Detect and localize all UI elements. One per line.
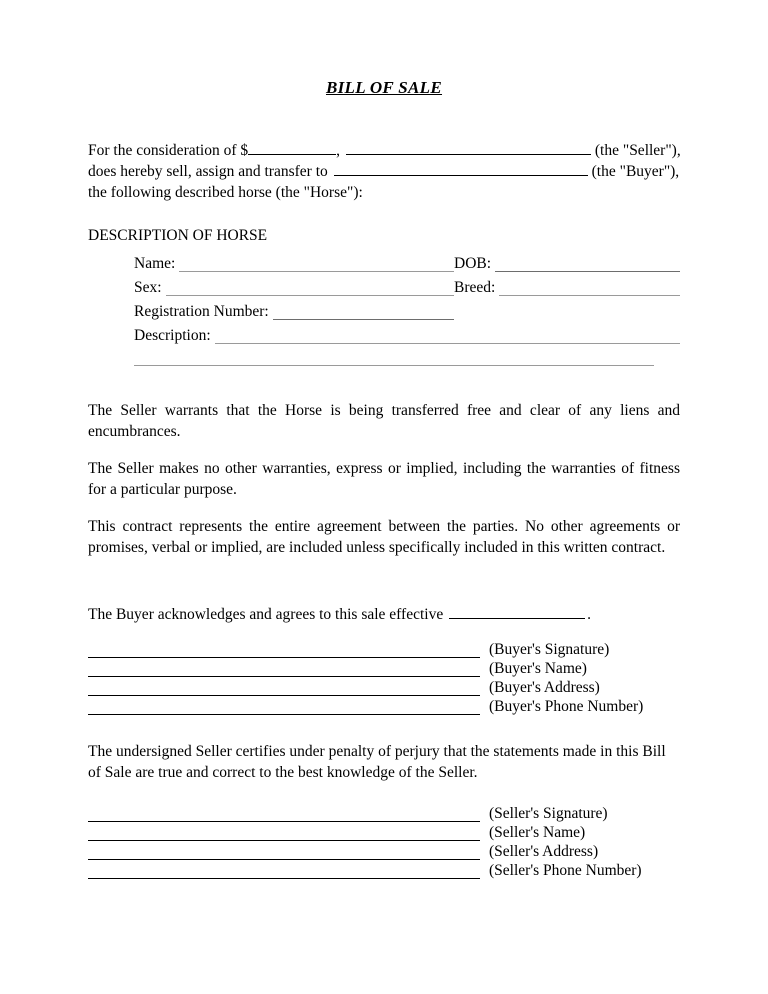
intro-comma: , <box>336 142 341 159</box>
seller-signature-block <box>88 803 680 879</box>
seller-name-blank[interactable] <box>346 140 591 155</box>
breed-label: Breed: <box>454 279 496 296</box>
description-field-blank[interactable] <box>215 329 680 344</box>
description-heading: DESCRIPTION OF HORSE <box>88 227 268 244</box>
registration-number-label: Registration Number: <box>134 303 269 320</box>
horse-description-table <box>134 253 680 347</box>
seller-address-caption: (Seller's Address) <box>489 843 599 860</box>
paragraph-entire-agreement: This contract represents the entire agreement between the parties. No other agreements or promises, verbal or implied, are included unless specifically included in this written contract. <box>88 518 680 556</box>
signature-row <box>88 639 680 658</box>
buyer-address-caption: (Buyer's Address) <box>489 679 600 696</box>
registration-number-blank[interactable] <box>273 305 454 320</box>
buyer-name-blank[interactable] <box>334 161 588 176</box>
transfer-label: does hereby sell, assign and transfer to <box>88 163 328 180</box>
page-title: BILL OF SALE <box>325 78 443 97</box>
buyer-tag: (the "Buyer"), <box>591 163 680 180</box>
signature-row <box>88 803 680 822</box>
dob-field-blank[interactable] <box>495 257 680 272</box>
buyer-signature-blank[interactable] <box>88 641 480 658</box>
signature-row <box>88 822 680 841</box>
signature-row <box>88 696 680 715</box>
seller-certification-paragraph: The undersigned Seller certifies under penalty of perjury that the statements made in this Bill of Sale are true and correct to the best knowledge of the Seller. <box>88 743 666 781</box>
seller-phone-caption: (Seller's Phone Number) <box>489 862 642 879</box>
dob-label: DOB: <box>454 255 492 272</box>
description-row-name <box>134 253 680 275</box>
buyer-name-caption: (Buyer's Name) <box>489 660 587 677</box>
description-label: Description: <box>134 327 211 344</box>
buyer-phone-caption: (Buyer's Phone Number) <box>489 698 644 715</box>
buyer-address-blank-line[interactable] <box>88 679 480 696</box>
intro-line-2 <box>88 161 680 182</box>
intro-block <box>88 140 680 203</box>
seller-name-caption: (Seller's Name) <box>489 824 586 841</box>
signature-row <box>88 860 680 879</box>
description-row-sex <box>134 277 680 299</box>
buyer-effective-line <box>88 604 680 625</box>
sex-label: Sex: <box>134 279 162 296</box>
seller-signature-caption: (Seller's Signature) <box>489 805 608 822</box>
buyer-signature-caption: (Buyer's Signature) <box>489 641 610 658</box>
description-row-description <box>134 325 680 347</box>
seller-name-blank-line[interactable] <box>88 824 480 841</box>
buyer-signature-block <box>88 639 680 715</box>
seller-tag: (the "Seller"), <box>594 142 681 159</box>
paragraph-warranties: The Seller makes no other warranties, express or implied, including the warranties of fitness for a particular purpose. <box>88 460 680 498</box>
warranty-paragraphs <box>88 400 680 558</box>
seller-address-blank-line[interactable] <box>88 843 480 860</box>
effective-date-blank[interactable] <box>449 604 585 619</box>
seller-phone-blank-line[interactable] <box>88 862 480 879</box>
consideration-amount-blank[interactable] <box>248 140 336 155</box>
buyer-effective-label: The Buyer acknowledges and agrees to this sale effective <box>88 606 444 623</box>
signature-row <box>88 658 680 677</box>
name-field-blank[interactable] <box>179 257 454 272</box>
description-continuation-blank[interactable] <box>134 349 654 366</box>
paragraph-liens: The Seller warrants that the Horse is being transferred free and clear of any liens and encumbrances. <box>88 402 680 440</box>
document-body <box>88 78 680 879</box>
breed-field-blank[interactable] <box>499 281 680 296</box>
signature-row <box>88 677 680 696</box>
intro-line-3: the following described horse (the "Horse"): <box>88 184 363 201</box>
buyer-effective-period: . <box>587 606 591 623</box>
description-row-registration <box>134 301 680 323</box>
consideration-label: For the consideration of $ <box>88 142 249 159</box>
sex-field-blank[interactable] <box>166 281 454 296</box>
seller-signature-blank[interactable] <box>88 805 480 822</box>
buyer-phone-blank-line[interactable] <box>88 698 480 715</box>
intro-line-1 <box>88 140 680 161</box>
buyer-name-blank-line[interactable] <box>88 660 480 677</box>
name-label: Name: <box>134 255 176 272</box>
signature-row <box>88 841 680 860</box>
